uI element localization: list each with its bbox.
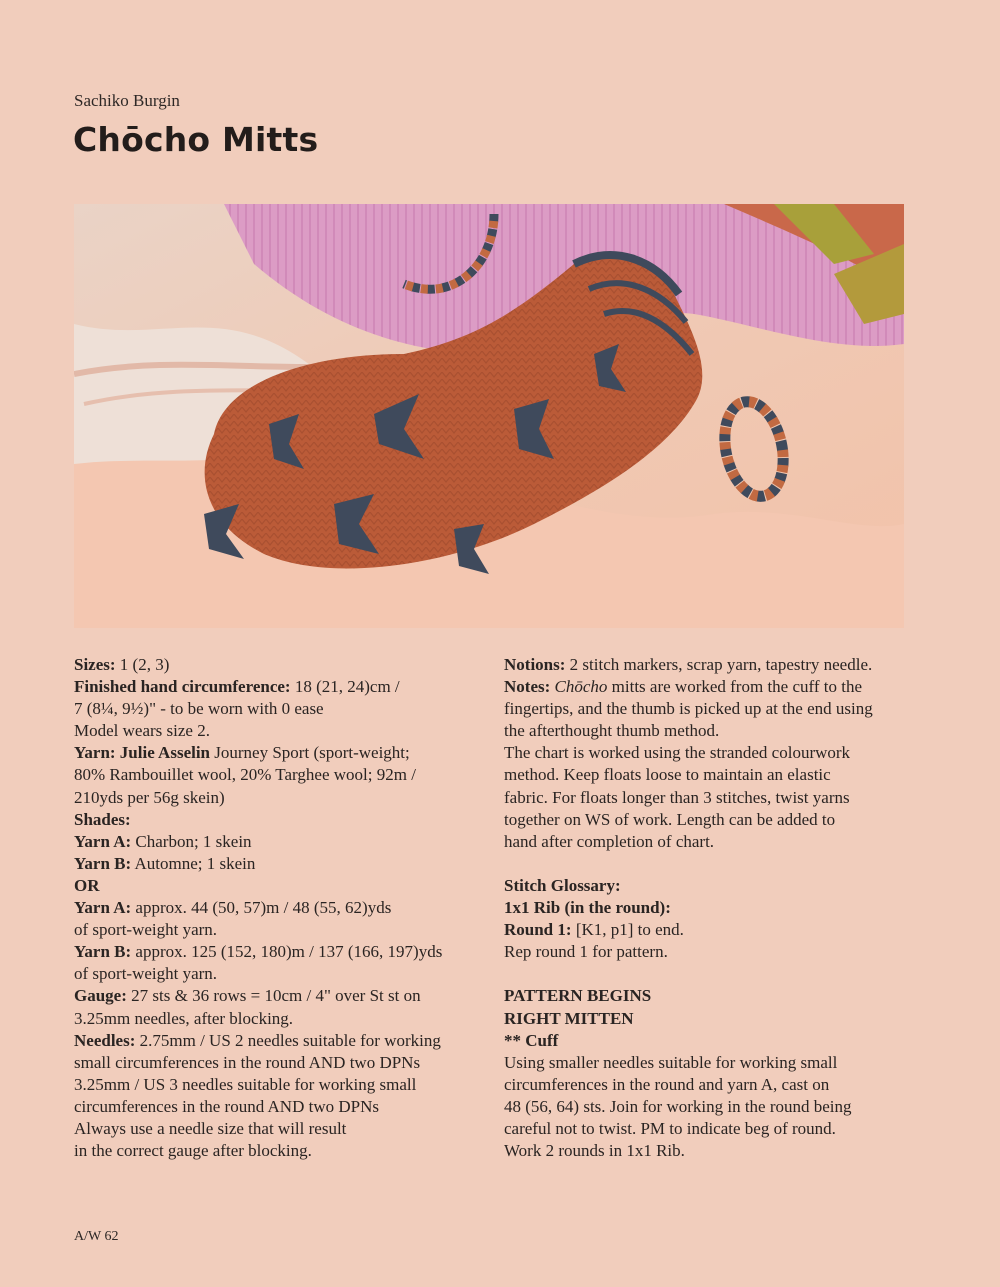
- mitten-illustration: [74, 204, 904, 628]
- notes-line-2: fingertips, and the thumb is picked up at the end using: [504, 699, 873, 719]
- alt-yarn-a-line: [74, 897, 494, 919]
- spacer: [504, 963, 924, 985]
- model-size: Model wears size 2.: [74, 721, 210, 741]
- chart-note-line-3: fabric. For floats longer than 3 stitches, twist yarns: [504, 787, 850, 807]
- cuff-line-1: Using smaller needles suitable for working small: [504, 1052, 838, 1072]
- alt-yarn-a-label: Yarn A:: [74, 898, 132, 918]
- cuff-line-4: careful not to twist. PM to indicate beg of round.: [504, 1118, 836, 1138]
- gauge-line-2: 3.25mm needles, after blocking.: [74, 1008, 294, 1028]
- cuff-heading: ** Cuff: [504, 1030, 559, 1050]
- needles-value: 2.75mm / US 2 needles suitable for working: [135, 1030, 441, 1050]
- yarn-label: Yarn: Julie Asselin: [74, 743, 211, 763]
- or-label: OR: [74, 875, 100, 895]
- shade-b-label: Yarn B:: [74, 853, 132, 873]
- gauge-value: 27 sts & 36 rows = 10cm / 4" over St st on: [126, 986, 421, 1006]
- notions-value: 2 stitch markers, scrap yarn, tapestry needle.: [565, 655, 873, 674]
- needles-line-6: in the correct gauge after blocking.: [74, 1141, 312, 1161]
- requirements-column: [74, 654, 494, 1162]
- shade-b-line: [74, 853, 494, 875]
- alt-yarn-b-value: approx. 125 (152, 180)m / 137 (166, 197)yds: [131, 942, 443, 962]
- chart-note-line-1: The chart is worked using the stranded colourwork: [504, 743, 851, 763]
- notes-line-3: the afterthought thumb method.: [504, 721, 720, 741]
- alt-yarn-b-line-2: of sport-weight yarn.: [74, 964, 218, 984]
- right-mitten-heading: RIGHT MITTEN: [504, 1008, 634, 1028]
- circumference-line: [74, 676, 494, 698]
- chart-note-line-5: hand after completion of chart.: [504, 831, 715, 851]
- notes-label: Notes:: [504, 677, 551, 697]
- circumference-label: Finished hand circumference:: [74, 677, 291, 697]
- notes-pattern-name: Chōcho: [554, 677, 608, 697]
- alt-yarn-b-line: [74, 941, 494, 963]
- shade-a-label: Yarn A:: [74, 831, 132, 851]
- cuff-line-5: Work 2 rounds in 1x1 Rib.: [504, 1141, 685, 1161]
- yarn-line-3: 210yds per 56g skein): [74, 787, 225, 807]
- chart-note-line-4: together on WS of work. Length can be added to: [504, 809, 836, 829]
- round-1-value: [K1, p1] to end.: [571, 920, 684, 940]
- sizes-line: [74, 654, 494, 676]
- yarn-line-2: 80% Rambouillet wool, 20% Targhee wool; 92m /: [74, 765, 416, 785]
- notes-line: [504, 676, 924, 698]
- needles-line-4: circumferences in the round AND two DPNs: [74, 1096, 379, 1116]
- notions-label: Notions:: [504, 655, 566, 674]
- chart-note-line-2: method. Keep floats loose to maintain an elastic: [504, 765, 831, 785]
- notions-line: [504, 654, 924, 676]
- needles-line-2: small circumferences in the round AND two DPNs: [74, 1052, 421, 1072]
- yarn-value: Journey Sport (sport-weight;: [210, 743, 410, 763]
- circumference-line-2: 7 (8¼, 9½)" - to be worn with 0 ease: [74, 699, 324, 719]
- shades-label: Shades:: [74, 809, 131, 829]
- needles-label: Needles:: [74, 1030, 136, 1050]
- rib-heading: 1x1 Rib (in the round):: [504, 898, 671, 918]
- round-1-line: [504, 919, 924, 941]
- cuff-line-3: 48 (56, 64) sts. Join for working in the round being: [504, 1096, 852, 1116]
- needles-line-5: Always use a needle size that will result: [74, 1118, 347, 1138]
- page-number: A/W 62: [74, 1229, 119, 1244]
- alt-yarn-a-line-2: of sport-weight yarn.: [74, 920, 218, 940]
- author-name: Sachiko Burgin: [74, 91, 180, 110]
- gauge-label: Gauge:: [74, 986, 127, 1006]
- cuff-line-2: circumferences in the round and yarn A, cast on: [504, 1074, 830, 1094]
- shade-a-value: Charbon; 1 skein: [131, 831, 252, 851]
- notes-value: mitts are worked from the cuff to the: [607, 677, 863, 697]
- yarn-line: [74, 742, 494, 764]
- sizes-value: 1 (2, 3): [115, 655, 170, 674]
- instructions-column: [504, 654, 924, 1162]
- alt-yarn-a-value: approx. 44 (50, 57)m / 48 (55, 62)yds: [131, 898, 392, 918]
- pattern-begins-heading: PATTERN BEGINS: [504, 986, 652, 1006]
- sizes-label: Sizes:: [74, 655, 116, 674]
- alt-yarn-b-label: Yarn B:: [74, 942, 132, 962]
- stitch-glossary-heading: Stitch Glossary:: [504, 875, 621, 895]
- round-1-label: Round 1:: [504, 920, 572, 940]
- pattern-title: Chōcho Mitts: [73, 120, 319, 159]
- repeat-line: Rep round 1 for pattern.: [504, 942, 668, 962]
- shade-b-value: Automne; 1 skein: [131, 853, 256, 873]
- mitten-photo: [74, 204, 904, 628]
- shade-a-line: [74, 831, 494, 853]
- spacer: [504, 853, 924, 875]
- circumference-value: 18 (21, 24)cm /: [290, 677, 400, 697]
- needles-line-3: 3.25mm / US 3 needles suitable for working small: [74, 1074, 417, 1094]
- gauge-line: [74, 985, 494, 1007]
- needles-line: [74, 1030, 494, 1052]
